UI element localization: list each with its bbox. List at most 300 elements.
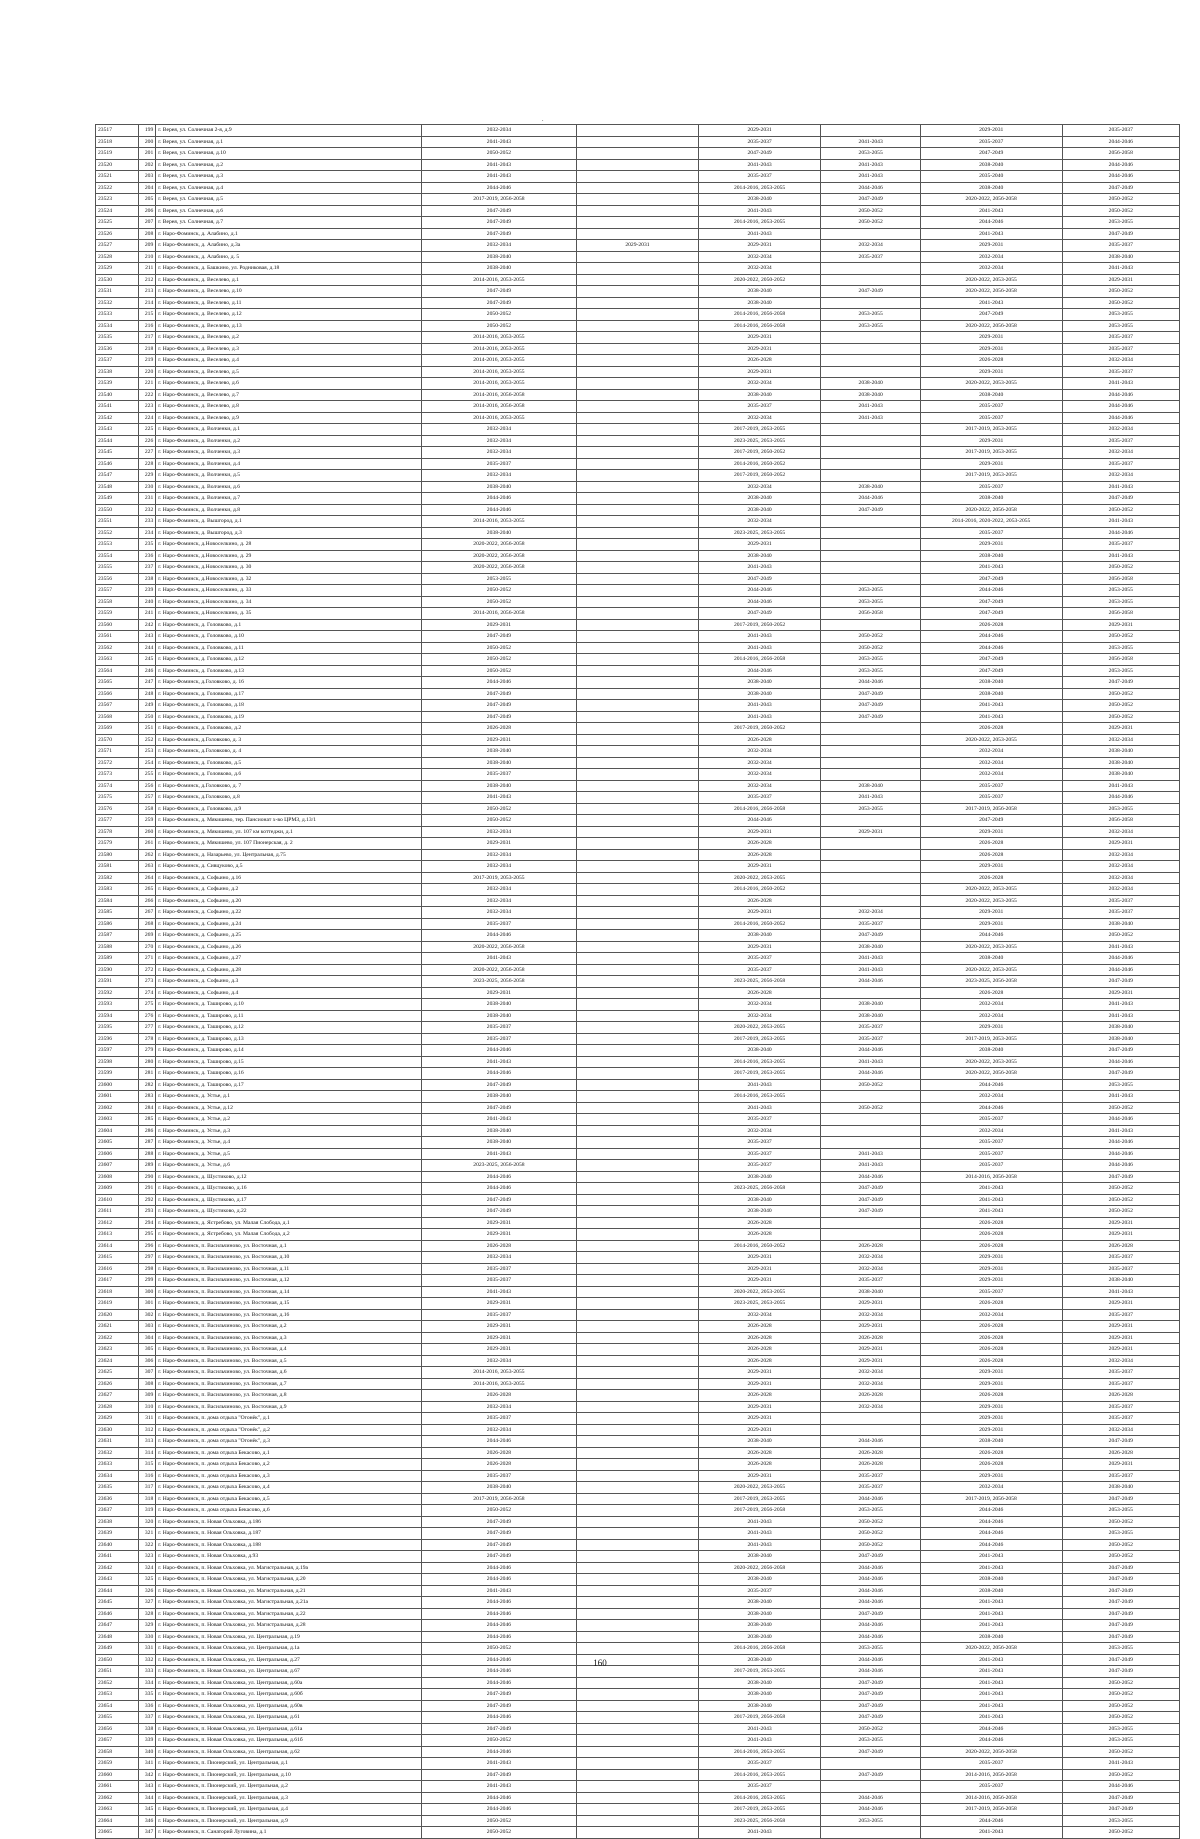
cell-row-number: 323 bbox=[139, 1551, 156, 1563]
cell-period: 2038-2040 bbox=[698, 1171, 821, 1183]
cell-record-id: 23549 bbox=[96, 493, 139, 505]
cell-row-number: 281 bbox=[139, 1068, 156, 1080]
cell-address: г. Наро-Фоминск, д. Шустиково, д.22 bbox=[156, 1206, 421, 1218]
cell-period bbox=[577, 435, 699, 447]
cell-period: 2029-2031 bbox=[920, 435, 1062, 447]
cell-address: г. Наро-Фоминск, п. Новая Ольховка, ул. Центральная, д.60а bbox=[156, 1677, 421, 1689]
table-row bbox=[96, 826, 1180, 838]
cell-period: 2041-2043 bbox=[421, 1286, 576, 1298]
cell-record-id: 23528 bbox=[96, 251, 139, 263]
cell-record-id: 23547 bbox=[96, 470, 139, 482]
cell-period: 2038-2040 bbox=[920, 159, 1062, 171]
cell-period: 2026-2028 bbox=[821, 1390, 920, 1402]
cell-period: 2047-2049 bbox=[821, 1700, 920, 1712]
cell-row-number: 316 bbox=[139, 1470, 156, 1482]
cell-period bbox=[821, 1781, 920, 1793]
cell-row-number: 347 bbox=[139, 1827, 156, 1839]
cell-period: 2041-2043 bbox=[698, 1528, 821, 1540]
cell-address: г. Наро-Фоминск, п. Новая Ольховка, д.93 bbox=[156, 1551, 421, 1563]
cell-period: 2041-2043 bbox=[920, 1827, 1062, 1839]
cell-address: г. Наро-Фоминск, п. Пионерский, ул. Центральная, д.3 bbox=[156, 1792, 421, 1804]
cell-address: г. Наро-Фоминск, п. Новая Ольховка, ул. Центральная, д.19 bbox=[156, 1631, 421, 1643]
cell-address: г. Наро-Фоминск, п. Пионерский, ул. Центральная, д.2 bbox=[156, 1781, 421, 1793]
cell-period: 2053-2055 bbox=[1062, 642, 1179, 654]
cell-row-number: 309 bbox=[139, 1390, 156, 1402]
cell-address: г. Наро-Фоминск, п. дома отдыха Бекасово, д.2 bbox=[156, 1459, 421, 1471]
cell-period: 2041-2043 bbox=[421, 171, 576, 183]
cell-period bbox=[821, 734, 920, 746]
cell-period: 2053-2055 bbox=[1062, 309, 1179, 321]
cell-period bbox=[821, 1125, 920, 1137]
cell-period: 2041-2043 bbox=[821, 953, 920, 965]
cell-address: г. Наро-Фоминск, п. Васильчиново, ул. Восточная, д.11 bbox=[156, 1263, 421, 1275]
cell-period bbox=[577, 1160, 699, 1172]
cell-period: 2038-2040 bbox=[920, 1574, 1062, 1586]
cell-period: 2020-2022, 2056-2058 bbox=[421, 539, 576, 551]
cell-period: 2047-2049 bbox=[821, 1608, 920, 1620]
cell-record-id: 23602 bbox=[96, 1102, 139, 1114]
cell-period: 2026-2028 bbox=[698, 895, 821, 907]
cell-period: 2044-2046 bbox=[920, 585, 1062, 597]
table-row bbox=[96, 1217, 1180, 1229]
cell-period: 2032-2034 bbox=[421, 125, 576, 137]
cell-period: 2044-2046 bbox=[920, 642, 1062, 654]
cell-period: 2032-2034 bbox=[698, 780, 821, 792]
cell-row-number: 251 bbox=[139, 723, 156, 735]
cell-period: 2044-2046 bbox=[821, 1585, 920, 1597]
cell-period: 2044-2046 bbox=[421, 182, 576, 194]
cell-period: 2044-2046 bbox=[1062, 1137, 1179, 1149]
cell-address: г. Наро-Фоминск, д. Софьино, д.27 bbox=[156, 953, 421, 965]
cell-address: г. Наро-Фоминск, п. дома отдыха "Огонёк", д.1 bbox=[156, 1413, 421, 1425]
cell-period: 2041-2043 bbox=[821, 792, 920, 804]
cell-period bbox=[577, 1137, 699, 1149]
cell-period: 2020-2022, 2056-2058 bbox=[920, 504, 1062, 516]
cell-row-number: 222 bbox=[139, 389, 156, 401]
cell-address: г. Наро-Фоминск, д.Головково, д.8 bbox=[156, 792, 421, 804]
cell-period: 2014-2016, 2053-2055 bbox=[698, 182, 821, 194]
table-row bbox=[96, 1114, 1180, 1126]
cell-row-number: 310 bbox=[139, 1401, 156, 1413]
cell-address: г. Наро-Фоминск, д. Шустиково, д.17 bbox=[156, 1194, 421, 1206]
cell-address: г. Наро-Фоминск, п. Васильчиново, ул. Восточная, д.7 bbox=[156, 1378, 421, 1390]
cell-period bbox=[577, 838, 699, 850]
cell-period: 2038-2040 bbox=[698, 194, 821, 206]
cell-period bbox=[577, 343, 699, 355]
cell-address: г. Наро-Фоминск, д. Веселево, д.12 bbox=[156, 309, 421, 321]
table-row bbox=[96, 1470, 1180, 1482]
cell-period: 2026-2028 bbox=[698, 1355, 821, 1367]
cell-period: 2029-2031 bbox=[698, 1252, 821, 1264]
cell-period: 2020-2022, 2053-2055 bbox=[698, 1022, 821, 1034]
cell-record-id: 23559 bbox=[96, 608, 139, 620]
cell-record-id: 23618 bbox=[96, 1286, 139, 1298]
table-row bbox=[96, 217, 1180, 229]
cell-row-number: 282 bbox=[139, 1079, 156, 1091]
cell-record-id: 23566 bbox=[96, 688, 139, 700]
cell-period: 2041-2043 bbox=[1062, 550, 1179, 562]
cell-period: 2041-2043 bbox=[421, 159, 576, 171]
cell-period: 2014-2016, 2053-2055 bbox=[421, 274, 576, 286]
cell-period: 2041-2043 bbox=[698, 1539, 821, 1551]
cell-row-number: 312 bbox=[139, 1424, 156, 1436]
cell-period: 2041-2043 bbox=[1062, 1758, 1179, 1770]
cell-period: 2035-2037 bbox=[1062, 895, 1179, 907]
cell-period: 2035-2037 bbox=[421, 458, 576, 470]
cell-period bbox=[577, 1206, 699, 1218]
table-row bbox=[96, 1769, 1180, 1781]
cell-period: 2041-2043 bbox=[698, 711, 821, 723]
cell-period bbox=[821, 987, 920, 999]
cell-row-number: 209 bbox=[139, 240, 156, 252]
cell-row-number: 305 bbox=[139, 1344, 156, 1356]
cell-period: 2035-2037 bbox=[698, 1137, 821, 1149]
cell-period bbox=[577, 1769, 699, 1781]
cell-period: 2044-2046 bbox=[1062, 964, 1179, 976]
table-row bbox=[96, 1631, 1180, 1643]
table-row bbox=[96, 309, 1180, 321]
cell-period: 2047-2049 bbox=[920, 654, 1062, 666]
cell-period: 2050-2052 bbox=[1062, 1769, 1179, 1781]
cell-row-number: 272 bbox=[139, 964, 156, 976]
cell-period: 2038-2040 bbox=[421, 1125, 576, 1137]
cell-period: 2041-2043 bbox=[920, 205, 1062, 217]
cell-period: 2026-2028 bbox=[920, 1321, 1062, 1333]
table-row bbox=[96, 1551, 1180, 1563]
cell-period bbox=[577, 1367, 699, 1379]
cell-row-number: 256 bbox=[139, 780, 156, 792]
table-row bbox=[96, 1102, 1180, 1114]
cell-period: 2032-2034 bbox=[698, 1125, 821, 1137]
cell-period: 2035-2037 bbox=[821, 1470, 920, 1482]
cell-row-number: 262 bbox=[139, 849, 156, 861]
cell-row-number: 327 bbox=[139, 1597, 156, 1609]
cell-period: 2038-2040 bbox=[698, 504, 821, 516]
cell-period: 2044-2046 bbox=[821, 1620, 920, 1632]
cell-address: г. Наро-Фоминск, п. Васильчиново, ул. Восточная, д.12 bbox=[156, 1275, 421, 1287]
cell-period: 2053-2055 bbox=[821, 803, 920, 815]
cell-period bbox=[821, 228, 920, 240]
cell-record-id: 23538 bbox=[96, 366, 139, 378]
cell-period: 2041-2043 bbox=[821, 159, 920, 171]
cell-row-number: 328 bbox=[139, 1608, 156, 1620]
cell-period: 2047-2049 bbox=[698, 573, 821, 585]
table-row bbox=[96, 1804, 1180, 1816]
cell-period bbox=[577, 1608, 699, 1620]
cell-period: 2047-2049 bbox=[1062, 182, 1179, 194]
cell-period: 2038-2040 bbox=[698, 1194, 821, 1206]
cell-period: 2050-2052 bbox=[421, 596, 576, 608]
table-row bbox=[96, 1137, 1180, 1149]
cell-period: 2032-2034 bbox=[421, 435, 576, 447]
cell-period: 2041-2043 bbox=[920, 1194, 1062, 1206]
cell-address: г. Наро-Фоминск, п. Новая Ольховка, ул. Центральная, д.61а bbox=[156, 1723, 421, 1735]
table-row bbox=[96, 918, 1180, 930]
cell-period: 2047-2049 bbox=[1062, 228, 1179, 240]
cell-period: 2038-2040 bbox=[698, 1689, 821, 1701]
cell-period: 2038-2040 bbox=[698, 550, 821, 562]
cell-period bbox=[821, 355, 920, 367]
cell-period: 2029-2031 bbox=[920, 1275, 1062, 1287]
cell-period: 2056-2058 bbox=[821, 608, 920, 620]
cell-period: 2026-2028 bbox=[698, 849, 821, 861]
cell-period: 2044-2046 bbox=[920, 1505, 1062, 1517]
cell-period bbox=[577, 700, 699, 712]
cell-period: 2041-2043 bbox=[698, 1735, 821, 1747]
cell-period bbox=[577, 274, 699, 286]
cell-period: 2026-2028 bbox=[920, 1390, 1062, 1402]
cell-row-number: 285 bbox=[139, 1114, 156, 1126]
cell-period: 2014-2016, 2053-2055 bbox=[698, 1792, 821, 1804]
cell-period bbox=[821, 723, 920, 735]
cell-period bbox=[577, 527, 699, 539]
cell-address: г. Наро-Фоминск, д. Веселево, д.5 bbox=[156, 366, 421, 378]
cell-record-id: 23518 bbox=[96, 136, 139, 148]
cell-period: 2035-2037 bbox=[1062, 907, 1179, 919]
cell-period: 2050-2052 bbox=[1062, 286, 1179, 298]
cell-period: 2020-2022, 2053-2055 bbox=[920, 378, 1062, 390]
cell-period: 2029-2031 bbox=[920, 1413, 1062, 1425]
cell-period: 2041-2043 bbox=[920, 297, 1062, 309]
cell-address: г. Наро-Фоминск, д. Алабино, д.3а bbox=[156, 240, 421, 252]
cell-record-id: 23663 bbox=[96, 1804, 139, 1816]
cell-period: 2047-2049 bbox=[821, 1194, 920, 1206]
cell-record-id: 23575 bbox=[96, 792, 139, 804]
cell-row-number: 200 bbox=[139, 136, 156, 148]
cell-period: 2035-2037 bbox=[698, 1160, 821, 1172]
cell-period: 2032-2034 bbox=[821, 1378, 920, 1390]
cell-period: 2026-2028 bbox=[698, 1332, 821, 1344]
cell-period bbox=[577, 1677, 699, 1689]
cell-record-id: 23576 bbox=[96, 803, 139, 815]
cell-period: 2029-2031 bbox=[698, 366, 821, 378]
cell-period bbox=[577, 1378, 699, 1390]
cell-period bbox=[577, 297, 699, 309]
table-row bbox=[96, 1792, 1180, 1804]
cell-period: 2032-2034 bbox=[698, 251, 821, 263]
cell-period: 2044-2046 bbox=[1062, 1056, 1179, 1068]
cell-period: 2044-2046 bbox=[421, 1608, 576, 1620]
cell-record-id: 23661 bbox=[96, 1781, 139, 1793]
cell-period: 2047-2049 bbox=[821, 1746, 920, 1758]
table-row bbox=[96, 332, 1180, 344]
cell-period bbox=[577, 1171, 699, 1183]
cell-record-id: 23586 bbox=[96, 918, 139, 930]
table-row bbox=[96, 1045, 1180, 1057]
cell-period bbox=[577, 1102, 699, 1114]
cell-row-number: 258 bbox=[139, 803, 156, 815]
cell-period: 2017-2019, 2050-2052 bbox=[698, 619, 821, 631]
cell-period: 2047-2049 bbox=[1062, 1620, 1179, 1632]
cell-period bbox=[577, 734, 699, 746]
cell-period: 2035-2037 bbox=[920, 1160, 1062, 1172]
cell-record-id: 23612 bbox=[96, 1217, 139, 1229]
cell-period: 2029-2031 bbox=[1062, 1229, 1179, 1241]
cell-period: 2050-2052 bbox=[1062, 930, 1179, 942]
cell-period: 2041-2043 bbox=[698, 642, 821, 654]
cell-address: г. Наро-Фоминск, п. дома отдыха "Огонёк", д.2 bbox=[156, 1424, 421, 1436]
cell-address: г. Наро-Фоминск, п. Пионерский, ул. Центральная, д.9 bbox=[156, 1815, 421, 1827]
cell-period bbox=[821, 1137, 920, 1149]
cell-period: 2041-2043 bbox=[920, 700, 1062, 712]
cell-period: 2056-2058 bbox=[1062, 815, 1179, 827]
cell-period bbox=[577, 1275, 699, 1287]
cell-period: 2038-2040 bbox=[698, 493, 821, 505]
cell-period: 2026-2028 bbox=[1062, 1390, 1179, 1402]
cell-address: г. Наро-Фоминск, п. Пионерский, ул. Центральная, д.4 bbox=[156, 1804, 421, 1816]
cell-period: 2041-2043 bbox=[920, 1620, 1062, 1632]
cell-address: г. Наро-Фоминск, д. Веселево, д.2 bbox=[156, 332, 421, 344]
cell-period: 2038-2040 bbox=[421, 999, 576, 1011]
cell-period bbox=[821, 1229, 920, 1241]
table-row bbox=[96, 1206, 1180, 1218]
cell-period: 2032-2034 bbox=[698, 746, 821, 758]
cell-row-number: 341 bbox=[139, 1758, 156, 1770]
cell-period bbox=[577, 378, 699, 390]
cell-period: 2047-2049 bbox=[1062, 1562, 1179, 1574]
cell-address: г. Наро-Фоминск, п. Васильчиново, ул. Восточная, д.15 bbox=[156, 1298, 421, 1310]
cell-period: 2014-2016, 2053-2055 bbox=[698, 1056, 821, 1068]
cell-row-number: 343 bbox=[139, 1781, 156, 1793]
cell-period bbox=[577, 1344, 699, 1356]
cell-period: 2044-2046 bbox=[821, 1171, 920, 1183]
cell-period: 2035-2037 bbox=[920, 1286, 1062, 1298]
schedule-table-wrapper bbox=[95, 124, 1180, 1839]
table-row bbox=[96, 1482, 1180, 1494]
cell-record-id: 23662 bbox=[96, 1792, 139, 1804]
table-row bbox=[96, 769, 1180, 781]
cell-period: 2029-2031 bbox=[920, 826, 1062, 838]
cell-period: 2053-2055 bbox=[821, 1643, 920, 1655]
cell-period: 2044-2046 bbox=[821, 1574, 920, 1586]
cell-record-id: 23644 bbox=[96, 1585, 139, 1597]
cell-row-number: 306 bbox=[139, 1355, 156, 1367]
cell-period bbox=[577, 1631, 699, 1643]
cell-period bbox=[577, 1424, 699, 1436]
cell-row-number: 228 bbox=[139, 458, 156, 470]
cell-period: 2038-2040 bbox=[1062, 1022, 1179, 1034]
cell-period: 2038-2040 bbox=[698, 1574, 821, 1586]
cell-record-id: 23560 bbox=[96, 619, 139, 631]
cell-period bbox=[577, 1700, 699, 1712]
cell-period: 2053-2055 bbox=[1062, 803, 1179, 815]
cell-period: 2041-2043 bbox=[1062, 516, 1179, 528]
table-row bbox=[96, 320, 1180, 332]
cell-period: 2050-2052 bbox=[1062, 297, 1179, 309]
cell-period: 2047-2049 bbox=[1062, 1574, 1179, 1586]
cell-period bbox=[577, 999, 699, 1011]
cell-period: 2047-2049 bbox=[421, 631, 576, 643]
cell-period: 2038-2040 bbox=[920, 1436, 1062, 1448]
cell-period bbox=[577, 1792, 699, 1804]
cell-period: 2044-2046 bbox=[821, 182, 920, 194]
cell-period: 2041-2043 bbox=[1062, 263, 1179, 275]
cell-record-id: 23646 bbox=[96, 1608, 139, 1620]
cell-period: 2014-2016, 2053-2055 bbox=[698, 217, 821, 229]
cell-period: 2032-2034 bbox=[421, 826, 576, 838]
cell-period bbox=[577, 125, 699, 137]
cell-period bbox=[577, 941, 699, 953]
cell-row-number: 240 bbox=[139, 596, 156, 608]
cell-period: 2032-2034 bbox=[421, 907, 576, 919]
cell-row-number: 219 bbox=[139, 355, 156, 367]
cell-period: 2044-2046 bbox=[920, 1723, 1062, 1735]
cell-address: г. Наро-Фоминск, п. Новая Ольховка, ул. Центральная, д.1а bbox=[156, 1643, 421, 1655]
cell-record-id: 23591 bbox=[96, 976, 139, 988]
cell-period: 2029-2031 bbox=[698, 1413, 821, 1425]
cell-period bbox=[577, 309, 699, 321]
table-row bbox=[96, 1712, 1180, 1724]
cell-period: 2029-2031 bbox=[821, 1344, 920, 1356]
cell-period: 2053-2055 bbox=[1062, 1079, 1179, 1091]
cell-period: 2014-2016, 2056-2058 bbox=[421, 401, 576, 413]
cell-record-id: 23522 bbox=[96, 182, 139, 194]
cell-period: 2023-2025, 2056-2058 bbox=[698, 976, 821, 988]
cell-address: г. Верея, ул. Солнечная, д.10 bbox=[156, 148, 421, 160]
cell-period bbox=[577, 757, 699, 769]
cell-period: 2032-2034 bbox=[821, 1367, 920, 1379]
cell-period: 2029-2031 bbox=[698, 826, 821, 838]
cell-period: 2041-2043 bbox=[421, 1114, 576, 1126]
cell-address: г. Наро-Фоминск, д. Назарьево, ул. Центральная, д.75 bbox=[156, 849, 421, 861]
cell-period: 2032-2034 bbox=[1062, 424, 1179, 436]
cell-address: г. Наро-Фоминск, д. Веселево, д.9 bbox=[156, 412, 421, 424]
cell-period: 2032-2034 bbox=[920, 1010, 1062, 1022]
table-row bbox=[96, 803, 1180, 815]
table-row bbox=[96, 815, 1180, 827]
cell-row-number: 213 bbox=[139, 286, 156, 298]
cell-period: 2041-2043 bbox=[1062, 780, 1179, 792]
cell-period bbox=[577, 286, 699, 298]
cell-address: г. Наро-Фоминск, п. дома отдыха Бекасово, д.4 bbox=[156, 1482, 421, 1494]
cell-period: 2029-2031 bbox=[920, 1470, 1062, 1482]
cell-address: г. Наро-Фоминск, п. Васильчиново, ул. Восточная, д.2 bbox=[156, 1321, 421, 1333]
cell-period: 2035-2037 bbox=[821, 1033, 920, 1045]
cell-period: 2026-2028 bbox=[698, 1447, 821, 1459]
cell-row-number: 339 bbox=[139, 1735, 156, 1747]
cell-period: 2014-2016, 2053-2055 bbox=[421, 343, 576, 355]
cell-period: 2047-2049 bbox=[1062, 1792, 1179, 1804]
cell-record-id: 23610 bbox=[96, 1194, 139, 1206]
cell-record-id: 23660 bbox=[96, 1769, 139, 1781]
cell-record-id: 23526 bbox=[96, 228, 139, 240]
cell-period: 2035-2037 bbox=[920, 527, 1062, 539]
cell-address: г. Наро-Фоминск, д. Таширово, д.14 bbox=[156, 1045, 421, 1057]
cell-period: 2047-2049 bbox=[920, 573, 1062, 585]
cell-period: 2041-2043 bbox=[698, 228, 821, 240]
cell-period: 2050-2052 bbox=[1062, 562, 1179, 574]
table-row bbox=[96, 1079, 1180, 1091]
cell-period: 2044-2046 bbox=[1062, 1160, 1179, 1172]
cell-period: 2032-2034 bbox=[1062, 849, 1179, 861]
cell-period: 2041-2043 bbox=[920, 1677, 1062, 1689]
cell-address: г. Наро-Фоминск, п. Новая Ольховка, ул. Магистральная, д.21 bbox=[156, 1585, 421, 1597]
cell-period: 2050-2052 bbox=[421, 1735, 576, 1747]
cell-period: 2017-2019, 2053-2055 bbox=[920, 1033, 1062, 1045]
cell-period: 2041-2043 bbox=[698, 1723, 821, 1735]
cell-period: 2044-2046 bbox=[421, 1597, 576, 1609]
cell-period: 2020-2022, 2053-2055 bbox=[920, 274, 1062, 286]
cell-address: г. Наро-Фоминск, д. Головково, д.17 bbox=[156, 688, 421, 700]
cell-period bbox=[577, 1597, 699, 1609]
cell-period: 2026-2028 bbox=[698, 1459, 821, 1471]
cell-period bbox=[821, 1827, 920, 1839]
cell-address: г. Верея, ул. Солнечная, д.1 bbox=[156, 136, 421, 148]
cell-row-number: 315 bbox=[139, 1459, 156, 1471]
cell-period: 2035-2037 bbox=[821, 251, 920, 263]
cell-record-id: 23655 bbox=[96, 1712, 139, 1724]
cell-period: 2029-2031 bbox=[920, 539, 1062, 551]
